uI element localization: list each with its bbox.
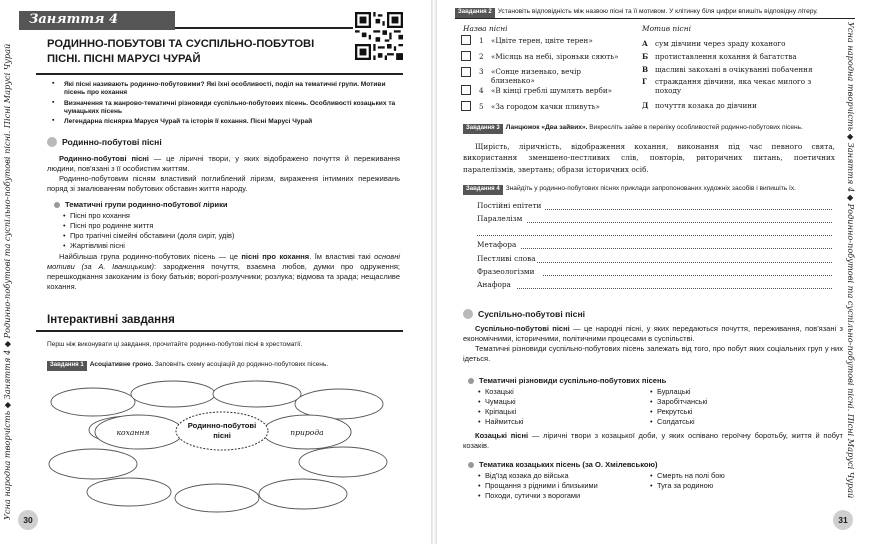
bullet-circle-icon xyxy=(463,309,473,319)
answer-box[interactable] xyxy=(461,67,471,77)
fill-label: Паралелізм xyxy=(477,214,523,223)
definition-text: — це ліричні твори, у яких відображено почуття й переживання людини, пов'язані з її особистим життям. xyxy=(47,154,400,173)
motive-row xyxy=(642,77,812,95)
task-badge: Завдання 4 xyxy=(463,185,503,195)
song-row xyxy=(479,102,600,111)
list-item: • Чумацькі xyxy=(478,397,524,407)
types-list-left xyxy=(478,387,524,427)
song-title: «Місяць на небі, зіроньки сяють» xyxy=(491,52,619,61)
song-number: 2 xyxy=(479,52,484,61)
song-title: «В кінці греблі шумлять верби» xyxy=(491,86,613,95)
header-rule xyxy=(175,27,353,29)
paragraph-text: Родинно-побутовим пісням властивий поглиблений ліризм, вираження інтимних переживань поряд зі змалюванням побутових обставин життя народу. xyxy=(47,173,400,193)
list-item: • Від'їзд козака до війська xyxy=(478,471,598,481)
answer-box[interactable] xyxy=(461,101,471,111)
cluster-oval[interactable] xyxy=(51,388,135,416)
column-heading: Назва пісні xyxy=(463,24,508,33)
qr-code-icon[interactable] xyxy=(355,12,403,60)
section-heading xyxy=(47,137,162,148)
vertical-running-title: Усна народна творчість ◆ Заняття 4 ◆ Родинно-побутові та суспільно-побутові пісні. Пісні Марусі Чурай xyxy=(2,43,12,520)
definition-paragraph xyxy=(463,324,843,364)
motive-text: почуття козака до дівчини xyxy=(655,101,757,110)
list-item: • Туга за родиною xyxy=(650,481,725,491)
fill-label: Фразеологізми xyxy=(477,267,535,276)
song-title: «За городом качки пливуть» xyxy=(491,102,600,111)
vertical-running-title: Усна народна творчість ◆ Заняття 4 ◆ Родинно-побутові та суспільно-побутові пісні. Пісні Марусі Чурай xyxy=(846,22,856,499)
task-badge: Завдання 2 xyxy=(455,8,495,18)
kozak-paragraph xyxy=(463,431,843,451)
text: : зародження почуття, взаємна любов, думки про одруження; перешкоджання закоханим із боку батьків; ворогі-розлучники; розлука; відмова та зрада; нещасливе кохання. xyxy=(47,261,400,291)
answer-line[interactable] xyxy=(521,248,832,249)
groups-list xyxy=(63,211,234,251)
right-oval-label: природа xyxy=(290,428,324,437)
motive-text: щасливі закохані в очікуванні побачення xyxy=(655,65,813,74)
list-item: • Пісні про кохання xyxy=(63,211,234,221)
motive-letter: Б xyxy=(642,52,649,61)
features-text[interactable]: Щирість, ліричність, відображення кохання, виконання під час певного свята, використання зменшено-пестливих слів, повторів, риторичних питань, поетичних паралелізмів, звертань; образи історичних осіб. xyxy=(463,142,835,174)
term: пісні про кохання xyxy=(241,252,310,261)
motive-row xyxy=(642,39,786,48)
question-item: ▪ Які пісні називають родинно-побутовими? Які їхні особливості, поділ на тематичні групи. Мотиви пісень про кохання xyxy=(62,81,397,97)
lesson-title: РОДИННО-ПОБУТОВІ ТА СУСПІЛЬНО-ПОБУТОВІ ПІСНІ. ПІСНІ МАРУСІ ЧУРАЙ xyxy=(47,38,315,65)
song-title: «Цвіте терен, цвіте терен» xyxy=(491,36,593,45)
song-number: 1 xyxy=(479,36,484,45)
text: . Їм властиві такі xyxy=(309,252,375,261)
bullet-dot-icon xyxy=(468,378,474,384)
subsection-title: Тематичні групи родинно-побутової лірики xyxy=(65,200,228,209)
motive-row xyxy=(642,65,813,74)
list-item: • Про трагічні сімейні обставини (доля сиріт, удів) xyxy=(63,231,234,241)
page-number: 30 xyxy=(18,510,38,530)
center-label-line2: пісні xyxy=(213,431,231,440)
list-item: • Смерть на полі бою xyxy=(650,471,725,481)
themes-list-right xyxy=(650,471,725,491)
term: Козацькі пісні xyxy=(475,431,529,440)
motives-paragraph xyxy=(47,252,400,292)
subsection-heading xyxy=(468,376,666,385)
motive-letter: В xyxy=(642,65,649,74)
text: основні мотиви (за А. Іваницьким) xyxy=(47,252,401,271)
list-item: • Рекрутські xyxy=(650,407,708,417)
answer-line[interactable] xyxy=(543,275,832,276)
motive-text: протиставлення кохання й багатства xyxy=(655,52,797,61)
motive-letter: А xyxy=(642,39,648,48)
lesson-questions xyxy=(62,81,397,129)
motive-text: страждання дівчини, яка чекає милого з походу xyxy=(655,77,812,95)
song-row xyxy=(479,67,609,85)
song-row xyxy=(479,36,593,45)
task-badge: Завдання 1 xyxy=(47,361,87,371)
answer-box[interactable] xyxy=(461,35,471,45)
definition-text: — це народні пісні, у яких передаються почуття, переживання, пов'язані з економічними, історичними, політичними процесами в суспільстві. xyxy=(463,324,843,343)
fill-label: Метафора xyxy=(477,240,517,249)
task-text: Знайдіть у родинно-побутових піснях приклади запропонованих художніх засобів і випишіть їх. xyxy=(505,185,796,192)
bullet-dot-icon xyxy=(468,462,474,468)
left-page xyxy=(0,0,433,544)
subsection-title: Тематика козацьких пісень (за О. Хмілевською) xyxy=(479,460,658,469)
song-number: 4 xyxy=(479,86,484,95)
cluster-oval[interactable] xyxy=(295,389,383,419)
lesson-label: Заняття 4 xyxy=(19,11,175,30)
song-row xyxy=(479,86,612,95)
term: Родинно-побутові пісні xyxy=(59,154,149,163)
definition-paragraph xyxy=(47,154,400,194)
song-number: 3 xyxy=(479,67,484,76)
list-item: • Походи, сутички з ворогами xyxy=(478,491,598,501)
fill-label: Пестливі слова xyxy=(477,254,536,263)
answer-line[interactable] xyxy=(545,209,832,210)
answer-line[interactable] xyxy=(537,262,832,263)
task-title: Ланцюжок «Два зайвих». xyxy=(505,124,588,131)
cluster-oval[interactable] xyxy=(175,484,259,512)
section-title: Родинно-побутові пісні xyxy=(62,137,162,147)
intro-text: Перш ніж виконувати ці завдання, прочитайте родинно-побутові пісні в хрестоматії. xyxy=(47,341,303,348)
list-item: • Козацькі xyxy=(478,387,524,397)
task-3-body[interactable] xyxy=(463,141,835,175)
cluster-oval[interactable] xyxy=(49,449,137,479)
task-2 xyxy=(455,8,855,18)
list-item: • Кріпацькі xyxy=(478,407,524,417)
fill-label: Анафора xyxy=(477,280,511,289)
left-oval-label: кохання xyxy=(116,428,150,437)
cluster-oval[interactable] xyxy=(131,381,215,407)
section-title: Суспільно-побутові пісні xyxy=(478,309,586,319)
task-rule xyxy=(455,18,855,19)
cluster-oval[interactable] xyxy=(299,447,387,477)
list-item: • Пісні про родинне життя xyxy=(63,221,234,231)
page-number: 31 xyxy=(833,510,853,530)
motive-text: сум дівчини через зраду коханого xyxy=(655,39,786,48)
types-list-right xyxy=(650,387,708,427)
definition-text: — ліричні твори з козацької доби, у яких оспівано героїчну боротьбу, життя й побут козаків. xyxy=(463,431,843,450)
answer-line[interactable] xyxy=(517,288,832,289)
song-number: 5 xyxy=(479,102,484,111)
subsection-title: Тематичні різновиди суспільно-побутових пісень xyxy=(479,376,667,385)
motive-letter: Д xyxy=(642,101,649,110)
task-4 xyxy=(463,185,855,195)
right-page xyxy=(437,0,870,544)
section-heading xyxy=(463,309,585,320)
paragraph-text: Тематичні різновиди суспільно-побутових пісень залежать від того, про побут яких соціальних груп у них ідеться. xyxy=(463,343,843,363)
task-text: Заповніть схему асоціацій до родинно-побутових пісень. xyxy=(153,361,329,368)
center-label-line1: Родинно-побутові xyxy=(187,421,257,430)
motive-row xyxy=(642,101,757,110)
themes-list-left xyxy=(478,471,598,501)
list-item: • Заробітчанські xyxy=(650,397,708,407)
list-item: • Бурлацькі xyxy=(650,387,708,397)
bullet-circle-icon xyxy=(47,137,57,147)
question-item: ▪ Легендарна піснярка Маруся Чурай та історія її кохання. Пісні Марусі Чурай xyxy=(62,118,397,126)
cluster-oval[interactable] xyxy=(213,381,301,407)
cluster-oval[interactable] xyxy=(259,479,347,509)
interactive-heading: Інтерактивні завдання xyxy=(47,314,175,326)
list-item: • Жартівливі пісні xyxy=(63,241,234,251)
bullet-dot-icon xyxy=(54,202,60,208)
answer-box[interactable] xyxy=(461,85,471,95)
association-cluster xyxy=(45,380,395,514)
song-title: «Сонце низенько, вечір близенько» xyxy=(491,67,581,85)
answer-line[interactable] xyxy=(477,235,832,236)
song-row xyxy=(479,52,619,61)
answer-box[interactable] xyxy=(461,51,471,61)
task-1 xyxy=(47,361,328,371)
task-badge: Завдання 3 xyxy=(463,124,503,134)
list-item: • Прощання з рідними і близькими xyxy=(478,481,598,491)
heading-rule xyxy=(36,330,403,332)
column-heading: Мотив пісні xyxy=(642,24,691,33)
fill-label: Постійні епітети xyxy=(477,201,542,210)
task-title: Асоціативне гроно. xyxy=(89,361,154,368)
task-3 xyxy=(463,124,855,134)
list-item: • Солдатські xyxy=(650,417,708,427)
subsection-heading xyxy=(54,200,228,209)
cluster-oval[interactable] xyxy=(87,478,171,506)
title-rule xyxy=(36,73,403,75)
question-item: ▪ Визначення та жанрово-тематичні різновиди суспільно-побутових пісень. Особливості козацьких та чумацьких пісень xyxy=(62,100,397,116)
motive-row xyxy=(642,52,797,61)
term: Суспільно-побутові пісні xyxy=(475,324,570,333)
motive-letter: Г xyxy=(642,77,647,86)
subsection-heading xyxy=(468,460,658,469)
task-text: Викресліть зайве в переліку особливостей родинно-побутових пісень. xyxy=(587,124,803,131)
list-item: • Наймитські xyxy=(478,417,524,427)
text: Найбільша група родинно-побутових пісень — це xyxy=(59,252,242,261)
answer-line[interactable] xyxy=(527,222,832,223)
task-text: Установіть відповідність між назвою пісні та її мотивом. У клітинку біля цифри впишіть відповідну літеру. xyxy=(497,8,818,15)
